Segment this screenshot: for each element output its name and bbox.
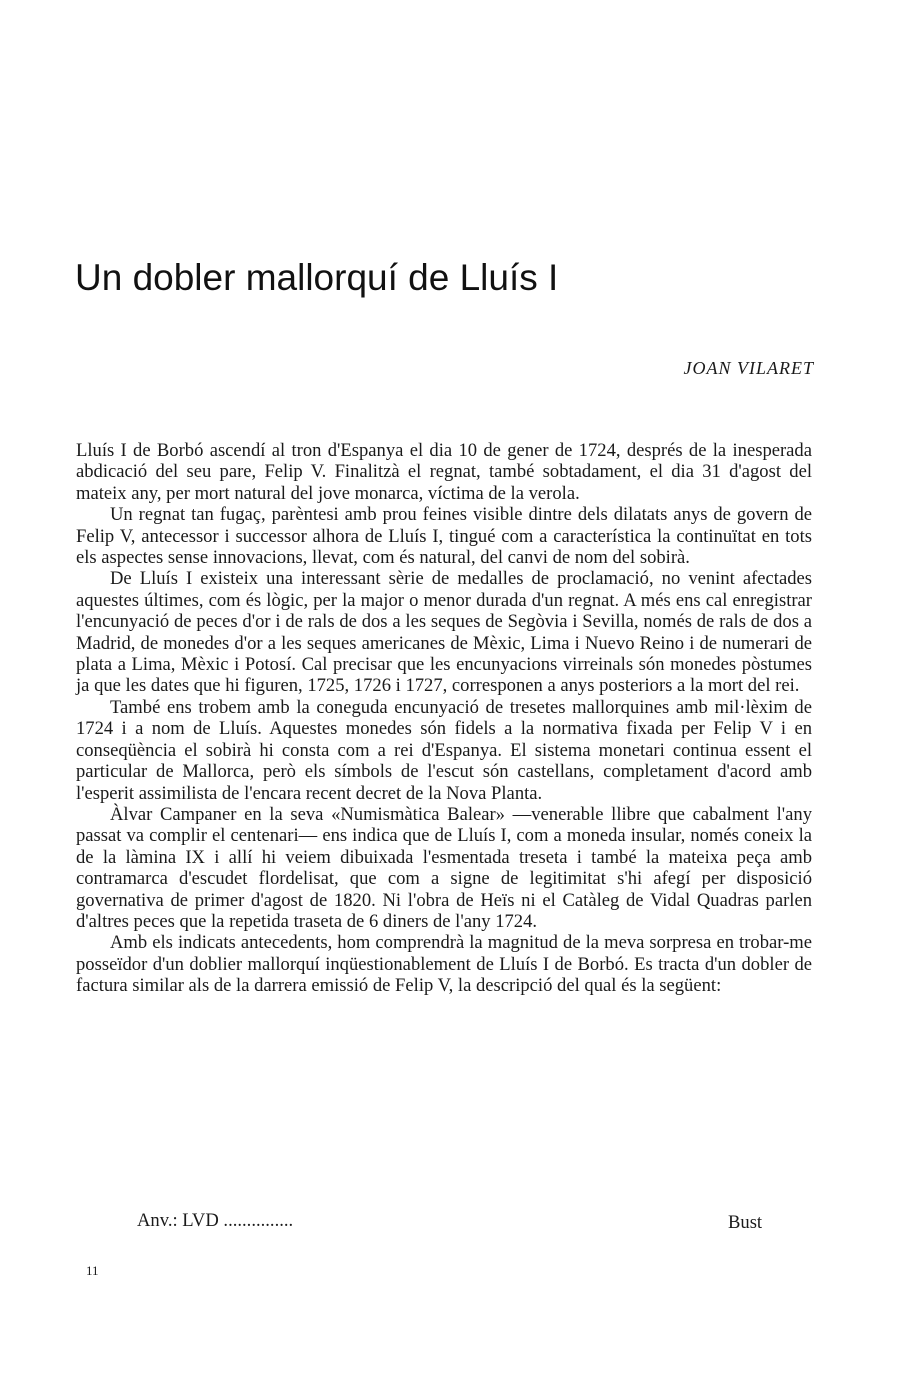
page-number: 11 <box>86 1263 99 1278</box>
obverse-description-value: Bust <box>728 1212 763 1233</box>
paragraph-1: Lluís I de Borbó ascendí al tron d'Espanya el dia 10 de gener de 1724, després de la inesperada abdicació del seu pare, Felip V. Finalitzà el regnat, també sobtadament, el dia 31 d'agost del mateix any, per mort natural del jove monarca, víctima de la verola. <box>76 440 812 504</box>
article-body <box>76 440 812 997</box>
paragraph-2: Un regnat tan fugaç, parèntesi amb prou feines visible dintre dels dilatats anys de govern de Felip V, antecessor i successor alhora de Lluís I, tingué com a característica la continuïtat en tots els aspectes sense innovacions, llevat, com és natural, del canvi de nom del sobirà. <box>76 504 812 569</box>
paragraph-4: També ens trobem amb la coneguda encunyació de tresetes mallorquines amb mil·lèxim de 1724 i a nom de Lluís. Aquestes monedes són fidels a la normativa fixada per Felip V i en conseqüència el sobirà hi consta com a rei d'Espanya. El sistema monetari continua essent el particular de Mallorca, però els símbols de l'escut són castellans, completament d'acord amb l'esperit assimilista de l'encara recent decret de la Nova Planta. <box>76 696 812 804</box>
paragraph-3: De Lluís I existeix una interessant sèrie de medalles de proclamació, no venint afectades aquestes últimes, com és lògic, per la major o menor durada d'un regnat. A més ens cal enregistrar l'encunyació de peces d'or i de rals de dos a les seques de Segòvia i Sevilla, només de rals de dos a Madrid, de monedes d'or a les seques americanes de Mèxic, Lima i Nuevo Reino i de numerari de plata a Lima, Mèxic i Potosí. Cal precisar que les encunyacions virreinals són monedes pòstumes ja que les dates que hi figuren, 1725, 1726 i 1727, corresponen a anys posteriors a la mort del rei. <box>76 568 812 697</box>
paragraph-5: Àlvar Campaner en la seva «Numismàtica Balear» —venerable llibre que cabalment l'any passat va complir el centenari— ens indica que de Lluís I, com a moneda insular, només coneix la de la làmina IX i allí hi veiem dibuixada l'esmentada treseta i també la mateixa peça amb contramarca d'escudet flordelisat, que com a signe de legitimitat s'hi afegí per disposició governativa de primer d'agost de 1820. Ni l'obra de Heïs ni el Catàleg de Vidal Quadras parlen d'altres peces que la repetida traseta de 6 diners de l'any 1724. <box>76 803 812 932</box>
obverse-description-label: Anv.: LVD ............... <box>137 1210 294 1231</box>
article-title: Un dobler mallorquí de Lluís I <box>75 257 559 298</box>
author-name: JOAN VILARET <box>683 358 814 378</box>
paragraph-6: Amb els indicats antecedents, hom comprendrà la magnitud de la meva sorpresa en trobar-me posseïdor d'un doblier mallorquí inqüestionablement de Lluís I de Borbó. Es tracta d'un dobler de factura similar als de la darrera emissió de Felip V, la descripció del qual és la següent: <box>76 932 812 997</box>
